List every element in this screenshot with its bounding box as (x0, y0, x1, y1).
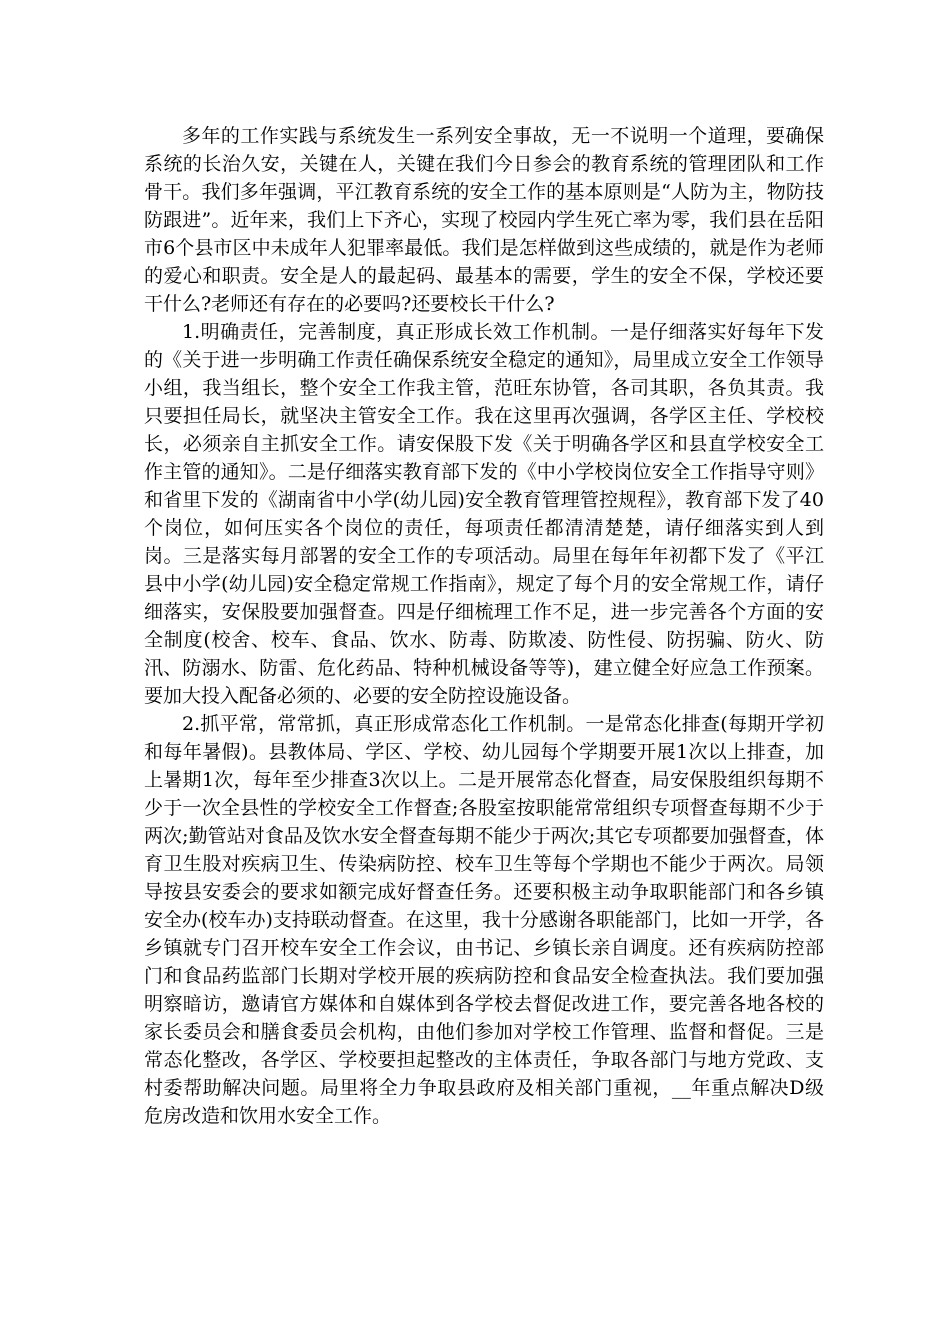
paragraph-routine: 2.抓平常，常常抓，真正形成常态化工作机制。一是常态化排查(每期开学初和每年暑假)。县教体局、学区、学校、幼儿园每个学期要开展1次以上排查，加上暑期1次，每年至少排查3次以上。二是开展常态化督查，局安保股组织每期不少于一次全县性的学校安全工作督查;各股室按职能常常组织专项督查每期不少于两次;勤管站对食品及饮水安全督查每期不能少于两次;其它专项都要加强督查，体育卫生股对疾病卫生、传染病防控、校车卫生等每个学期也不能少于两次。局领导按县安委会的要求如额完成好督查任务。还要积极主动争取职能部门和各乡镇安全办(校车办)支持联动督查。在这里，我十分感谢各职能部门，比如一开学，各乡镇就专门召开校车安全工作会议，由书记、乡镇长亲自调度。还有疾病防控部门和食品药监部门长期对学校开展的疾病防控和食品安全检查执法。我们要加强明察暗访，邀请官方媒体和自媒体到各学校去督促改进工作，要完善各地各校的家长委员会和膳食委员会机构，由他们参加对学校工作管理、监督和督促。三是常态化整改，各学区、学校要担起整改的主体责任，争取各部门与地方党政、支村委帮助解决问题。局里将全力争取县政府及相关部门重视，__年重点解决D级危房改造和饮用水安全工作。 (144, 713, 824, 1127)
paragraph-intro: 多年的工作实践与系统发生一系列安全事故，无一不说明一个道理，要确保系统的长治久安，关键在人，关键在我们今日参会的教育系统的管理团队和工作骨干。我们多年强调，平江教育系统的安全工作的基本原则是“人防为主，物防技防跟进”。近年来，我们上下齐心，实现了校园内学生死亡率为零，我们县在岳阳市6个县市区中未成年人犯罪率最低。我们是怎样做到这些成绩的，就是作为老师的爱心和职责。安全是人的最起码、最基本的需要，学生的安全不保，学校还要干什么?老师还有存在的必要吗?还要校长干什么? (144, 125, 824, 315)
paragraph-responsibility: 1.明确责任，完善制度，真正形成长效工作机制。一是仔细落实好每年下发的《关于进一步明确工作责任确保系统安全稳定的通知》，局里成立安全工作领导小组，我当组长，整个安全工作我主管，范旺东协管，各司其职，各负其责。我只要担任局长，就坚决主管安全工作。我在这里再次强调，各学区主任、学校校长，必须亲自主抓安全工作。请安保股下发《关于明确各学区和县直学校安全工作主管的通知》。二是仔细落实教育部下发的《中小学校岗位安全工作指导守则》和省里下发的《湖南省中小学(幼儿园)安全教育管理管控规程》，教育部下发了40个岗位，如何压实各个岗位的责任，每项责任都清清楚楚，请仔细落实到人到岗。三是落实每月部署的安全工作的专项活动。局里在每年年初都下发了《平江县中小学(幼儿园)安全稳定常规工作指南》，规定了每个月的安全常规工作，请仔细落实，安保股要加强督查。四是仔细梳理工作不足，进一步完善各个方面的安全制度(校舍、校车、食品、饮水、防毒、防欺凌、防性侵、防拐骗、防火、防汛、防溺水、防雷、危化药品、特种机械设备等等)，建立健全好应急工作预案。要加大投入配备必须的、必要的安全防控设施设备。 (144, 321, 824, 707)
document-body (144, 122, 824, 1130)
